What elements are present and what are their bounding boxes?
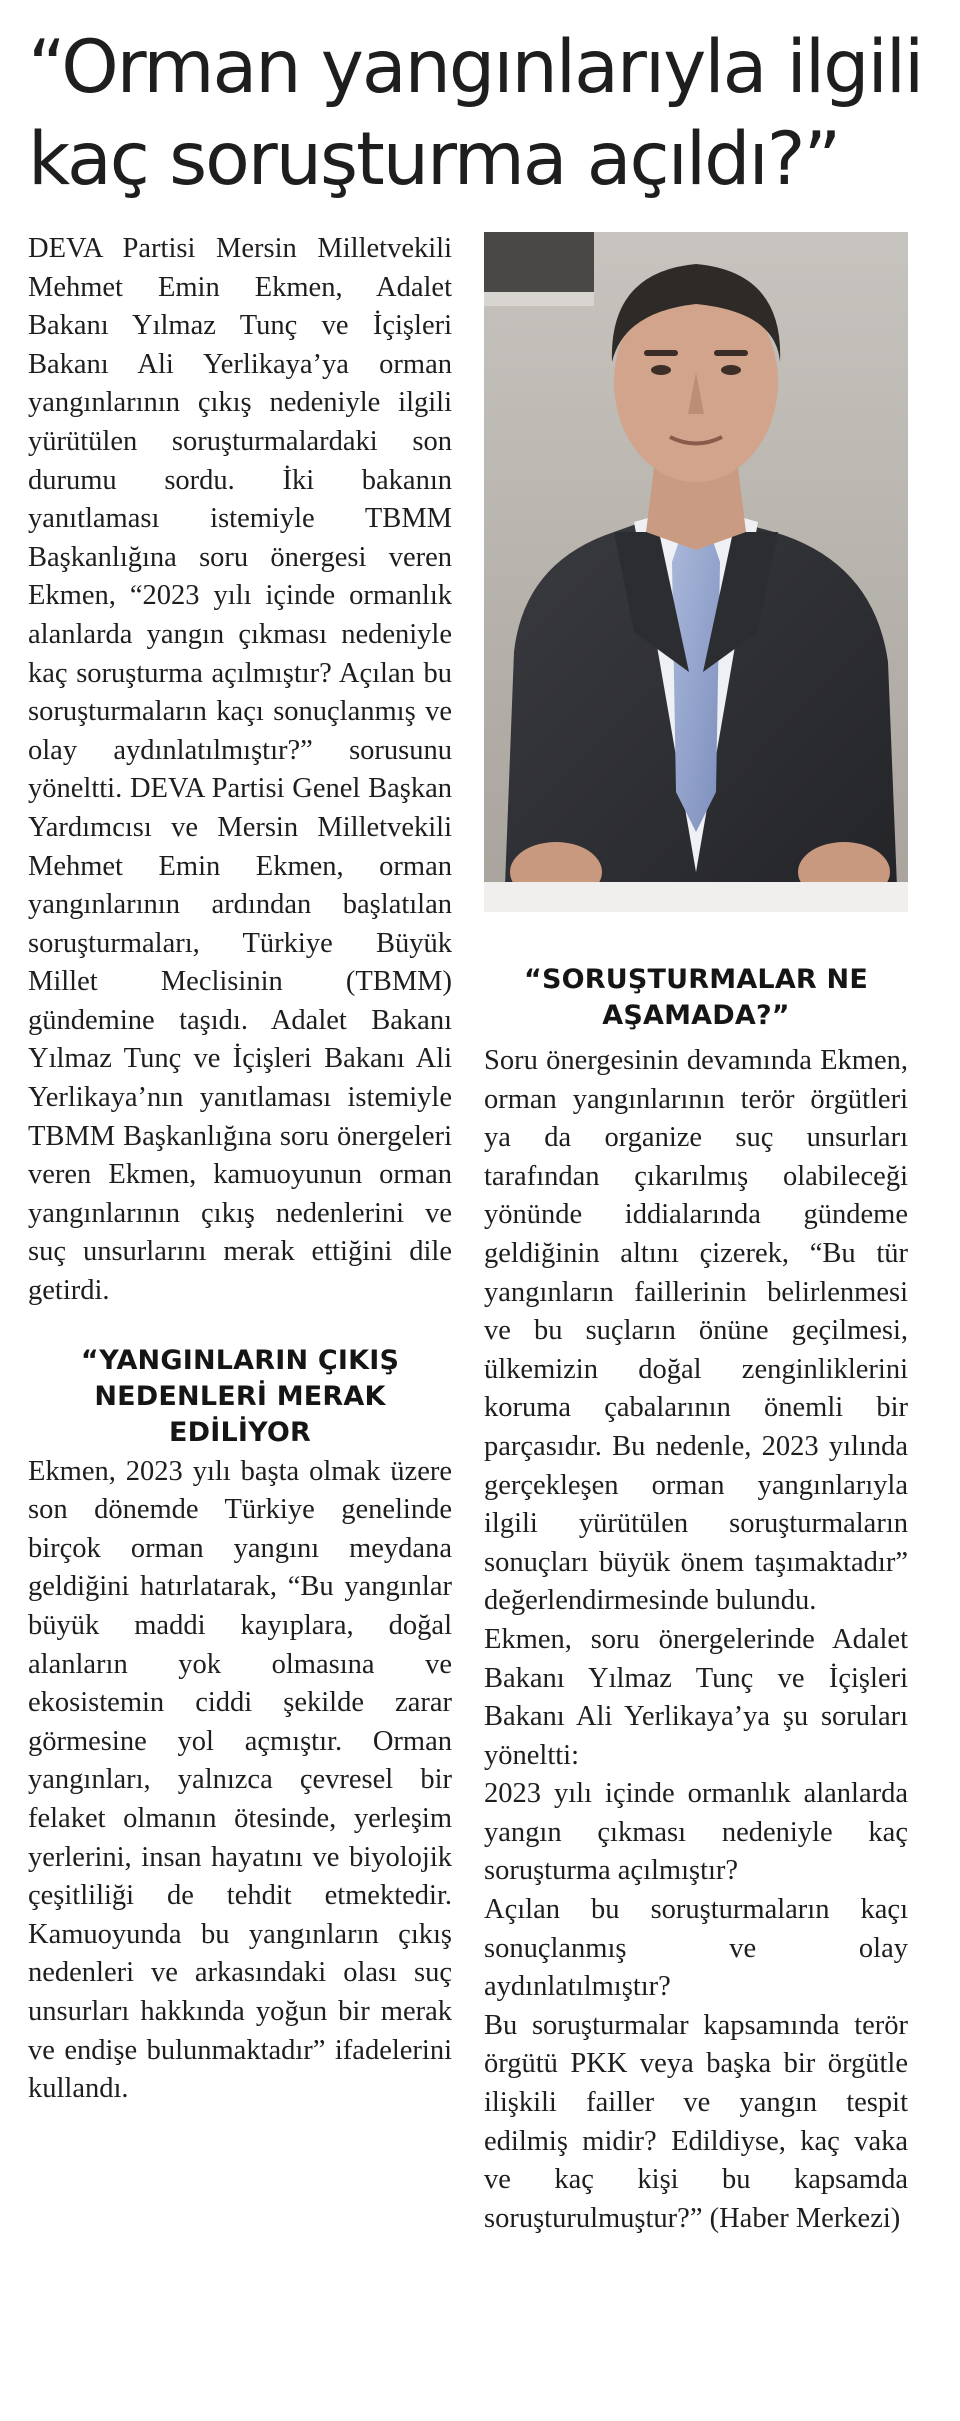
intro-paragraph: DEVA Partisi Mersin Milletvekili Mehmet Emin Ekmen, Adalet Bakanı Yılmaz Tunç ve İçişleri Bakanı Ali Yerlikaya’ya orman yangınlarının çıkış nedeniyle ilgili yürütülen soruşturmalardaki son durumu sordu. İki bakanın yanıtlaması istemiyle TBMM Başkanlığına soru önergesi veren Ekmen, “2023 yılı içinde ormanlık alanlarda yangın çıkması nedeniyle kaç soruşturma açılmıştır? Açılan bu soruşturmaların kaçı sonuçlanmış ve olay aydınlatılmıştır?” sorusunu yöneltti. DEVA Partisi Genel Başkan Yardımcısı ve Mersin Milletvekili Mehmet Emin Ekmen, orman yangınlarının ardından başlatılan soruşturmaları, Türkiye Büyük Millet Meclisinin (TBMM) gündemine taşıdı. Adalet Bakanı Yılmaz Tunç ve İçişleri Bakanı Ali Yerlikaya’nın yanıtlaması istemiyle TBMM Başkanlığına soru önergeleri veren Ekmen, kamuoyunun orman yangınlarının çıkış nedenlerini ve suç unsurlarını merak ettiğini dile getirdi. [28,233,452,1307]
section-2-paragraph: Ekmen, soru önergelerinde Adalet Bakanı Yılmaz Tunç ve İçişleri Bakanı Ali Yerlikaya’ya şu soruları yöneltti: [484,1623,908,1771]
left-column [28,230,452,2109]
right-subhead-wrapper [484,962,908,1034]
section-2-question: 2023 yılı içinde ormanlık alanlarda yangın çıkması nedeniyle kaç soruşturma açılmıştır? [484,1778,908,1887]
section-2-paragraph: Soru önergesinin devamında Ekmen, orman yangınlarının terör örgütleri ya da organize suç unsurları tarafından çıkarılmış olabileceği yönünde iddialarında gündeme geldiğinin altını çizerek, “Bu tür yangınların faillerinin belirlenmesi ve bu suçların önüne geçilmesi, ülkemizin doğal zenginliklerini koruma çabalarının önemli bir parçasıdır. Bu nedenle, 2023 yılında gerçekleşen orman yangınlarıyla ilgili yürütülen soruşturmaların sonuçları büyük önem taşımaktadır” değerlendirmesinde bulundu. [484,1045,908,1617]
subhead-causes: “YANGINLARIN ÇIKIŞ NEDENLERİ MERAK EDİLİYOR [80,1344,400,1448]
headline: “Orman yangınlarıyla ilgili kaç soruşturma açıldı?” [28,25,923,202]
portrait-photo-icon [484,232,908,912]
subhead-investigations: “SORUŞTURMALAR NE AŞAMADA?” [524,964,868,1031]
section-1-paragraph: Ekmen, 2023 yılı başta olmak üzere son dönemde Türkiye genelinde birçok orman yangını meydana geldiğini hatırlatarak, “Bu yangınlar büyük maddi kayıplara, doğal alanların yok olmasına ve ekosistemin ciddi şekilde zarar görmesine yol açmıştır. Orman yangınları, yalnızca çevresel bir felaket olmanın ötesinde, yerleşim yerlerini, insan hayatını ve biyolojik çeşitliliği de tehdit etmektedir. Kamuoyunda bu yangınların çıkış nedenleri ve arkasındaki olası suç unsurları hakkında yoğun bir merak ve endişe bulunmaktadır” ifadelerini kullandı. [28,1455,452,2105]
section-2-question: Bu soruşturmalar kapsamında terör örgütü PKK veya başka bir örgütle ilişkili failler ve yangın tespit edilmiş midir? Edildiyse, kaç vaka ve kaç kişi bu kapsamda soruşturulmuştur?” (Haber Merkezi) [484,2009,908,2234]
section-2-question: Açılan bu soruşturmaların kaçı sonuçlanmış ve olay aydınlatılmıştır? [484,1894,908,2003]
right-column [484,1042,908,2238]
